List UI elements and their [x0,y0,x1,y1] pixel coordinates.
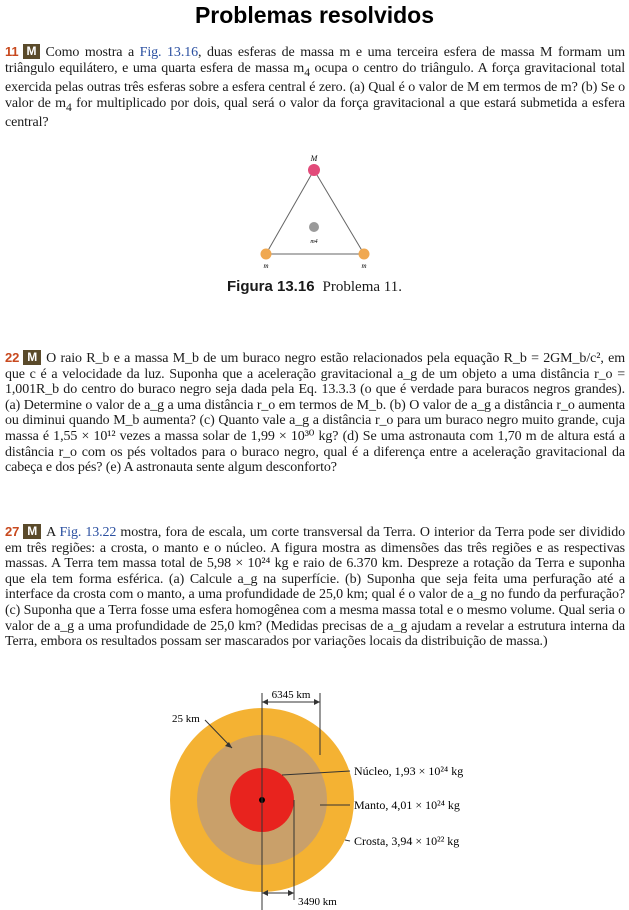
arrowhead [262,699,268,705]
caption-label: Figura 13.16 [227,278,315,295]
figure-link[interactable]: Fig. 13.22 [59,525,117,540]
label-m4: m4 [310,239,318,245]
problem-number: 22 [5,350,20,365]
crust-label: Crosta, 3,94 × 10²² kg [354,834,460,848]
dim-label-core: 3490 km [298,896,337,908]
problem-text: O raio R_b e a massa M_b de um buraco negro estão relacionados pela equação R_b = 2GM_b/c², em que c é a velocidade da luz. Suponha que a aceleração gravitacional a_g de um objeto a uma distância r_o = 1,001R_b do centro do buraco negro seja dada pela Eq. 13.3.3 (o que é verdade para buracos negros grandes). (a) Determine o valor de a_g a uma distância r_o em termos de M_b. (b) O valor de a_g a distância r_o aumenta ou diminui quando M_b aumenta? (c) Quanto vale a_g a distância r_o para um buraco negro muito grande, cuja massa é 1,55 × 10¹² vezes a massa solar de 1,99 × 10³⁰ kg? (d) Se uma astronauta com 1,70 m de altura está a distância r_o com os pés voltados para o buraco negro, qual é a diferença entre a aceleração gravitacional da cabeça e dos pés? (e) A astronauta sente algum desconforto? [5,351,625,476]
problem-text: for multiplicado por dois, qual será o valor da força gravitacional a que estará submetida a esfera central? [5,95,625,130]
mantle-label: Manto, 4,01 × 10²⁴ kg [354,798,460,812]
difficulty-badge: M [23,350,41,365]
problem-text: Como mostra a [45,45,140,60]
subscript: 4 [65,100,72,114]
label-m-left: m [263,262,269,270]
core-label: Núcleo, 1,93 × 10²⁴ kg [354,764,464,778]
problem-text: , duas esferas de massa m e uma terceira esfera de massa M formam um triângulo equilátero, e uma quarta esfera de massa m [5,45,625,76]
dim-label-top: 6345 km [271,689,311,701]
figure-link[interactable]: Fig. 13.16 [139,45,199,60]
arrowhead [288,890,294,896]
difficulty-badge: M [23,524,41,539]
caption-text: Problema 11. [322,279,402,295]
problem-number: 27 [5,524,20,539]
page-title: Problemas resolvidos [194,2,435,28]
subscript: 4 [304,65,310,79]
leader-crust [345,840,350,841]
problem-number: 11 [5,44,19,59]
difficulty-badge: M [23,44,41,59]
dim-label-crust: 25 km [172,713,200,725]
label-M: M [310,154,318,163]
arrowhead [314,699,320,705]
problem-text: A [46,525,60,540]
problem-text: ocupa o centro do triângulo. A força gravitacional total exercida pelas outras três esferas sobre a esfera central é zero. (a) Qual é o valor de M em termos de m? (b) Se o valor de m [5,60,625,111]
label-m-right: m [361,262,367,270]
problem-text: mostra, fora de escala, um corte transversal da Terra. O interior da Terra pode ser dividido em três regiões: a crosta, o manto e o núcleo. A figura mostra as dimensões das três regiões e as respectivas massas. A Terra tem massa total de 5,98 × 10²⁴ kg e raio de 6.370 km. Despreze a rotação da Terra e suponha que ela tem forma esférica. (a) Calcule a_g na superfície. (b) Suponha que seja feita uma perfuração até a interface da crosta com o manto, a uma profundidade de 25,0 km; qual é o valor de a_g no fundo da perfuração? (c) Suponha que a Terra fosse uma esfera homogênea com a mesma massa total e o mesmo volume. Qual seria o valor de a_g a uma profundidade de 25,0 km? (Medidas precisas de a_g ajudam a revelar a estrutura interna da Terra, embora os resultados possam ser mascarados por variações locais da distribuição de massa.) [5,525,625,650]
